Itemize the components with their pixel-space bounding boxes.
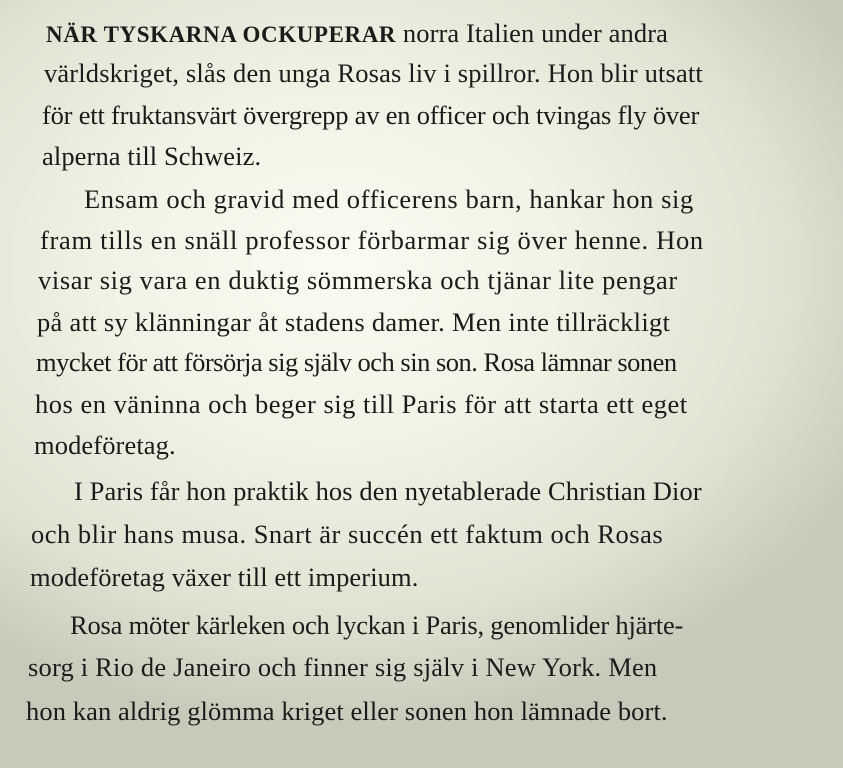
- paragraph-3-line-1: I Paris får hon praktik hos den nyetablerade Christian Dior: [74, 476, 702, 506]
- paragraph-1-line-4: alperna till Schweiz.: [42, 141, 262, 171]
- paragraph-3-line-3: modeföretag växer till ett imperium.: [30, 562, 419, 592]
- paragraph-1-line-1-text: norra Italien under andra: [396, 18, 669, 48]
- paragraph-2-line-4: på att sy klänningar åt stadens damer. Men inte tillräckligt: [37, 307, 671, 337]
- paragraph-2-line-7: modeföretag.: [34, 430, 176, 460]
- paragraph-4-line-1: Rosa möter kärleken och lyckan i Paris, genomlider hjärte-: [70, 610, 684, 640]
- paragraph-1-line-2: världskriget, slås den unga Rosas liv i spillror. Hon blir utsatt: [44, 58, 703, 88]
- paragraph-4-line-2: sorg i Rio de Janeiro och finner sig själv i New York. Men: [28, 652, 658, 682]
- paragraph-1-lead: NÄR TYSKARNA OCKUPERAR: [46, 22, 397, 47]
- paragraph-2-line-6: hos en väninna och beger sig till Paris för att starta ett eget: [35, 389, 688, 419]
- paragraph-2-line-1: Ensam och gravid med officerens barn, hankar hon sig: [84, 184, 694, 214]
- paragraph-4-line-3: hon kan aldrig glömma kriget eller sonen hon lämnade bort.: [26, 696, 668, 726]
- paragraph-2-line-2: fram tills en snäll professor förbarmar sig över henne. Hon: [40, 225, 704, 255]
- paragraph-2-line-5: mycket för att försörja sig själv och sin son. Rosa lämnar sonen: [36, 347, 677, 377]
- paragraph-1-line-1: [46, 18, 668, 50]
- paragraph-2-line-3: visar sig vara en duktig sömmerska och tjänar lite pengar: [38, 265, 678, 295]
- paragraph-3-line-2: och blir hans musa. Snart är succén ett faktum och Rosas: [31, 519, 664, 549]
- paragraph-1-line-3: för ett fruktansvärt övergrepp av en officer och tvingas fly över: [42, 100, 700, 130]
